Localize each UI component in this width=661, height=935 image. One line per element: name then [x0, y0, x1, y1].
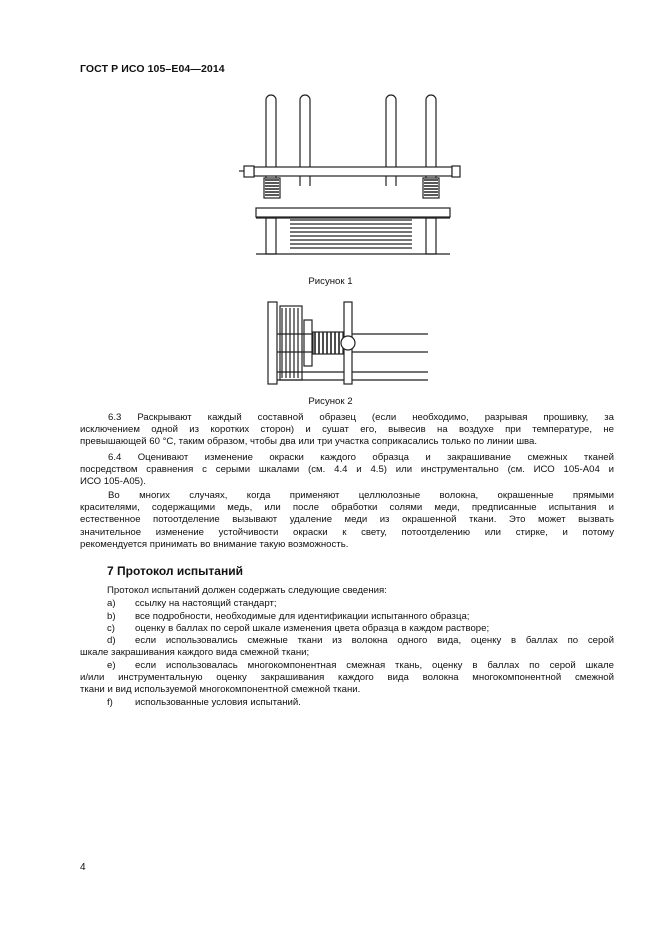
list-marker: c) [107, 623, 115, 634]
clause-6-4 [80, 452, 614, 489]
list-marker: b) [107, 611, 116, 622]
list-text: использованные условия испытаний. [135, 697, 301, 708]
clause-line: исключением одной из коротких сторон) и сушат его, вывесив на воздухе при температуре, не [80, 424, 614, 436]
list-item-b [107, 611, 614, 623]
list-text: оценку в баллах по серой шкале изменения цвета образца в каждом растворе; [135, 623, 490, 634]
figure-2-apparatus [262, 298, 434, 390]
clause-line: превышающей 60 °С, таким образом, чтобы два или три участка соприкасались только по линии шва. [80, 436, 538, 448]
list-marker: f) [107, 697, 113, 708]
section-7-intro: Протокол испытаний должен содержать следующие сведения: [107, 585, 387, 596]
list-text: ссылку на настоящий стандарт; [135, 598, 277, 609]
list-text: если использовалась многокомпонентная смежная ткань, оценку в баллах по серой шкале [135, 660, 614, 671]
page-number: 4 [80, 862, 86, 873]
list-item-f [107, 697, 614, 709]
figure-2-caption: Рисунок 2 [308, 396, 353, 407]
clause-line: посредством сравнения с серыми шкалами (см. 4.4 и 4.5) или инструментально (см. ИСО 105-А04 и [80, 464, 614, 476]
note-line: Во многих случаях, когда применяют целлюлозные волокна, окрашенные прямыми [108, 490, 614, 501]
clause-line: ИСО 105-А05). [80, 476, 146, 488]
note-line: значительное изменение устойчивости окраски к свету, потоотделению или стирке, и потому [80, 526, 614, 538]
list-text: если использовались смежные ткани из волокна одного вида, оценку в баллах по серой [135, 635, 614, 646]
document-header: ГОСТ Р ИСО 105–Е04—2014 [80, 63, 225, 75]
note-line: естественное потоотделение вызывают удаление меди из окрашенной ткани. Это может вызвать [80, 514, 614, 526]
section-7-title: 7 Протокол испытаний [107, 564, 243, 578]
list-text: ткани и вид используемой многокомпонентной смежной ткани. [80, 684, 361, 696]
list-text: и/или инструментальную оценку закрашивания каждого вида волокна многокомпонентной смежной [80, 672, 614, 683]
list-item-e-continuation [80, 672, 614, 696]
list-marker: e) [107, 660, 116, 671]
list-item-d-continuation: шкале закрашивания каждого вида смежной ткани; [80, 647, 310, 658]
list-marker: a) [107, 598, 116, 609]
list-item-c [107, 623, 614, 635]
figure-1-apparatus [230, 90, 466, 262]
note-paragraph [80, 490, 614, 551]
list-marker: d) [107, 635, 116, 646]
list-item-a [107, 598, 614, 610]
figure-1-caption: Рисунок 1 [308, 276, 353, 287]
note-line: рекомендуется принимать во внимание такую возможность. [80, 538, 349, 550]
list-item-d [107, 635, 614, 647]
note-line: красителями, содержащими медь, или после обработки солями меди, предписанные испытания и [80, 502, 614, 514]
clause-line: 6.3 Раскрывают каждый составной образец (если необходимо, разрывая прошивку, за [108, 412, 614, 423]
clause-line: 6.4 Оценивают изменение окраски каждого образца и закрашивание смежных тканей [108, 452, 614, 463]
clause-6-3 [80, 412, 614, 449]
list-text: все подробности, необходимые для идентификации испытанного образца; [135, 611, 470, 622]
list-item-e [107, 660, 614, 672]
